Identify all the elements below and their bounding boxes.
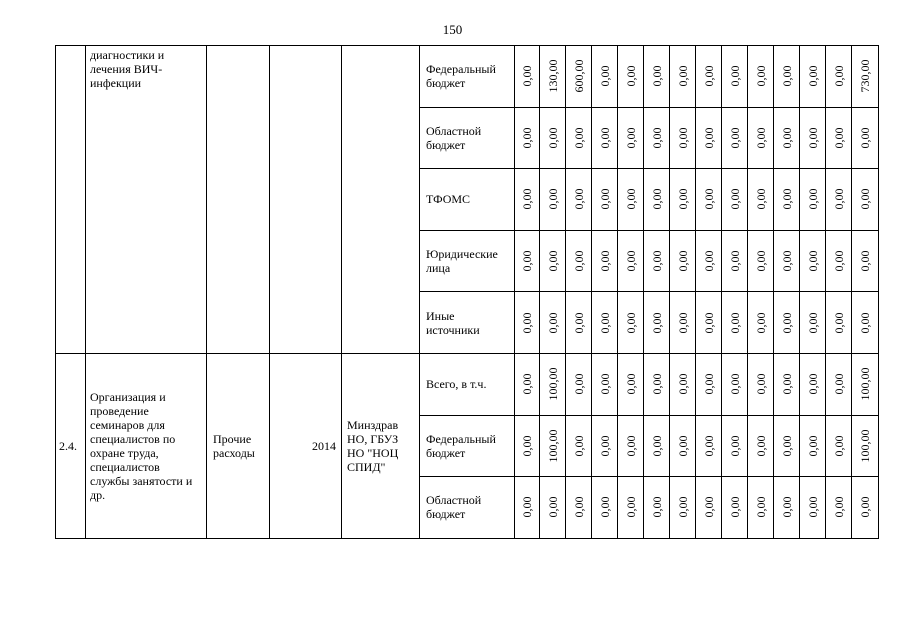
value-cell bbox=[722, 230, 748, 292]
value-cell bbox=[800, 477, 826, 539]
value-cell bbox=[644, 353, 670, 415]
value-text: 0,00 bbox=[701, 373, 716, 395]
value-text: 100,00 bbox=[858, 367, 872, 401]
value-text: 0,00 bbox=[831, 496, 846, 518]
value-text: 0,00 bbox=[597, 65, 612, 87]
value-text: 0,00 bbox=[520, 373, 534, 395]
value-text: 0,00 bbox=[571, 127, 586, 149]
value-cell bbox=[618, 477, 644, 539]
value-cell bbox=[722, 107, 748, 169]
value-cell bbox=[515, 169, 540, 231]
value-text: 0,00 bbox=[779, 312, 794, 334]
measure-name-cell: диагностики и лечения ВИЧ-инфекции bbox=[86, 46, 207, 354]
value-cell bbox=[670, 46, 696, 108]
value-cell bbox=[566, 353, 592, 415]
value-cell bbox=[618, 46, 644, 108]
value-text: 0,00 bbox=[520, 127, 534, 149]
value-text: 0,00 bbox=[545, 250, 560, 272]
value-cell bbox=[774, 46, 800, 108]
value-cell bbox=[644, 230, 670, 292]
value-cell bbox=[670, 415, 696, 477]
value-text: 0,00 bbox=[779, 373, 794, 395]
value-cell bbox=[515, 353, 540, 415]
value-cell bbox=[618, 353, 644, 415]
value-cell bbox=[644, 292, 670, 354]
value-text: 0,00 bbox=[597, 312, 612, 334]
value-cell bbox=[722, 46, 748, 108]
expense-type-cell bbox=[207, 46, 270, 354]
value-cell bbox=[852, 169, 879, 231]
value-text: 0,00 bbox=[623, 496, 638, 518]
value-cell bbox=[696, 107, 722, 169]
value-text: 0,00 bbox=[779, 188, 794, 210]
table-row bbox=[56, 353, 879, 415]
value-text: 0,00 bbox=[858, 496, 872, 518]
row-number-cell bbox=[56, 46, 86, 354]
value-text: 0,00 bbox=[649, 496, 664, 518]
value-text: 0,00 bbox=[805, 435, 820, 457]
value-cell bbox=[748, 46, 774, 108]
value-cell bbox=[826, 477, 852, 539]
value-cell bbox=[748, 230, 774, 292]
value-text: 0,00 bbox=[753, 65, 768, 87]
value-text: 0,00 bbox=[520, 65, 534, 87]
value-cell bbox=[748, 353, 774, 415]
value-cell bbox=[852, 477, 879, 539]
value-text: 0,00 bbox=[597, 435, 612, 457]
funding-source-cell: Федеральный бюджет bbox=[420, 46, 515, 108]
value-text: 0,00 bbox=[701, 496, 716, 518]
value-cell bbox=[800, 292, 826, 354]
value-cell bbox=[774, 415, 800, 477]
funding-source-cell: Областной бюджет bbox=[420, 477, 515, 539]
value-text: 0,00 bbox=[675, 312, 690, 334]
value-text: 600,00 bbox=[571, 59, 586, 93]
value-cell bbox=[540, 230, 566, 292]
value-cell bbox=[540, 415, 566, 477]
value-text: 0,00 bbox=[520, 496, 534, 518]
value-text: 0,00 bbox=[779, 127, 794, 149]
expense-type-cell: Прочие расходы bbox=[207, 353, 270, 538]
value-text: 0,00 bbox=[571, 312, 586, 334]
value-text: 0,00 bbox=[649, 65, 664, 87]
value-cell bbox=[540, 46, 566, 108]
value-cell bbox=[800, 353, 826, 415]
value-cell bbox=[696, 230, 722, 292]
value-text: 0,00 bbox=[858, 127, 872, 149]
value-text: 0,00 bbox=[805, 250, 820, 272]
value-cell bbox=[566, 415, 592, 477]
value-text: 0,00 bbox=[520, 435, 534, 457]
value-text: 0,00 bbox=[571, 373, 586, 395]
value-text: 0,00 bbox=[623, 250, 638, 272]
value-text: 0,00 bbox=[805, 127, 820, 149]
value-text: 0,00 bbox=[779, 496, 794, 518]
value-text: 0,00 bbox=[727, 65, 742, 87]
value-text: 0,00 bbox=[805, 373, 820, 395]
value-cell bbox=[566, 230, 592, 292]
value-text: 0,00 bbox=[649, 312, 664, 334]
value-text: 0,00 bbox=[805, 496, 820, 518]
funding-source-cell: Областной бюджет bbox=[420, 107, 515, 169]
value-text: 0,00 bbox=[623, 65, 638, 87]
value-text: 0,00 bbox=[649, 127, 664, 149]
value-cell bbox=[618, 107, 644, 169]
value-cell bbox=[748, 292, 774, 354]
value-text: 0,00 bbox=[545, 312, 560, 334]
value-text: 0,00 bbox=[753, 250, 768, 272]
value-text: 0,00 bbox=[571, 250, 586, 272]
value-text: 0,00 bbox=[753, 435, 768, 457]
value-cell bbox=[515, 292, 540, 354]
value-cell bbox=[696, 292, 722, 354]
value-text: 0,00 bbox=[805, 312, 820, 334]
value-cell bbox=[515, 415, 540, 477]
value-text: 0,00 bbox=[649, 373, 664, 395]
value-cell bbox=[515, 230, 540, 292]
value-cell bbox=[696, 46, 722, 108]
value-cell bbox=[670, 477, 696, 539]
value-text: 0,00 bbox=[753, 496, 768, 518]
value-cell bbox=[540, 107, 566, 169]
value-cell bbox=[826, 353, 852, 415]
value-text: 0,00 bbox=[701, 65, 716, 87]
value-cell bbox=[826, 46, 852, 108]
value-cell bbox=[566, 292, 592, 354]
value-text: 0,00 bbox=[727, 127, 742, 149]
value-cell bbox=[852, 230, 879, 292]
executor-cell bbox=[342, 46, 420, 354]
value-text: 0,00 bbox=[805, 188, 820, 210]
year-cell bbox=[270, 46, 342, 354]
value-text: 0,00 bbox=[675, 435, 690, 457]
value-text: 0,00 bbox=[675, 65, 690, 87]
value-cell bbox=[592, 415, 618, 477]
value-cell bbox=[852, 46, 879, 108]
value-text: 0,00 bbox=[701, 250, 716, 272]
executor-cell: Минздрав НО, ГБУЗ НО "НОЦ СПИД" bbox=[342, 353, 420, 538]
value-cell bbox=[774, 292, 800, 354]
value-text: 0,00 bbox=[779, 435, 794, 457]
value-cell bbox=[592, 107, 618, 169]
value-text: 0,00 bbox=[727, 188, 742, 210]
value-cell bbox=[826, 292, 852, 354]
value-cell bbox=[826, 415, 852, 477]
value-text: 0,00 bbox=[675, 496, 690, 518]
funding-source-cell: Юридические лица bbox=[420, 230, 515, 292]
value-cell bbox=[826, 107, 852, 169]
value-cell bbox=[644, 46, 670, 108]
value-text: 0,00 bbox=[831, 312, 846, 334]
value-cell bbox=[800, 415, 826, 477]
value-cell bbox=[722, 292, 748, 354]
year-cell: 2014 bbox=[270, 353, 342, 538]
value-text: 0,00 bbox=[753, 312, 768, 334]
value-cell bbox=[515, 46, 540, 108]
value-text: 0,00 bbox=[779, 65, 794, 87]
value-text: 0,00 bbox=[623, 312, 638, 334]
value-cell bbox=[696, 477, 722, 539]
value-cell bbox=[696, 169, 722, 231]
value-text: 0,00 bbox=[675, 250, 690, 272]
value-cell bbox=[670, 107, 696, 169]
value-cell bbox=[592, 292, 618, 354]
value-cell bbox=[722, 353, 748, 415]
value-text: 0,00 bbox=[727, 373, 742, 395]
value-cell bbox=[800, 169, 826, 231]
value-text: 0,00 bbox=[753, 127, 768, 149]
value-cell bbox=[540, 169, 566, 231]
value-text: 130,00 bbox=[545, 59, 560, 93]
value-cell bbox=[592, 46, 618, 108]
value-cell bbox=[618, 169, 644, 231]
value-cell bbox=[644, 107, 670, 169]
value-text: 0,00 bbox=[597, 496, 612, 518]
value-cell bbox=[748, 477, 774, 539]
value-cell bbox=[852, 107, 879, 169]
value-cell bbox=[566, 46, 592, 108]
value-cell bbox=[696, 353, 722, 415]
value-cell bbox=[592, 477, 618, 539]
value-text: 0,00 bbox=[831, 250, 846, 272]
value-text: 0,00 bbox=[831, 127, 846, 149]
value-cell bbox=[852, 415, 879, 477]
value-text: 0,00 bbox=[675, 127, 690, 149]
value-text: 0,00 bbox=[727, 312, 742, 334]
value-cell bbox=[800, 46, 826, 108]
value-cell bbox=[852, 353, 879, 415]
value-cell bbox=[774, 107, 800, 169]
value-text: 0,00 bbox=[649, 435, 664, 457]
value-cell bbox=[515, 107, 540, 169]
value-cell bbox=[774, 169, 800, 231]
value-text: 0,00 bbox=[753, 373, 768, 395]
value-cell bbox=[722, 477, 748, 539]
value-text: 0,00 bbox=[597, 250, 612, 272]
value-cell bbox=[800, 107, 826, 169]
value-text: 0,00 bbox=[623, 188, 638, 210]
value-text: 0,00 bbox=[597, 373, 612, 395]
value-text: 0,00 bbox=[649, 188, 664, 210]
row-number-cell: 2.4. bbox=[56, 353, 86, 538]
value-text: 0,00 bbox=[623, 373, 638, 395]
value-text: 0,00 bbox=[571, 496, 586, 518]
value-cell bbox=[748, 415, 774, 477]
value-text: 0,00 bbox=[727, 496, 742, 518]
value-cell bbox=[618, 415, 644, 477]
value-cell bbox=[566, 107, 592, 169]
value-text: 0,00 bbox=[545, 188, 560, 210]
value-text: 100,00 bbox=[545, 429, 560, 463]
funding-source-cell: ТФОМС bbox=[420, 169, 515, 231]
value-cell bbox=[774, 230, 800, 292]
value-text: 0,00 bbox=[701, 435, 716, 457]
value-cell bbox=[540, 353, 566, 415]
funding-source-cell: Всего, в т.ч. bbox=[420, 353, 515, 415]
value-text: 0,00 bbox=[858, 250, 872, 272]
value-text: 0,00 bbox=[520, 188, 534, 210]
value-text: 0,00 bbox=[623, 127, 638, 149]
value-text: 0,00 bbox=[649, 250, 664, 272]
value-cell bbox=[722, 169, 748, 231]
value-text: 0,00 bbox=[520, 312, 534, 334]
value-cell bbox=[748, 107, 774, 169]
value-cell bbox=[748, 169, 774, 231]
value-text: 0,00 bbox=[701, 312, 716, 334]
value-cell bbox=[592, 230, 618, 292]
value-cell bbox=[566, 169, 592, 231]
value-text: 0,00 bbox=[675, 373, 690, 395]
value-cell bbox=[540, 477, 566, 539]
value-cell bbox=[670, 353, 696, 415]
value-cell bbox=[644, 169, 670, 231]
value-text: 0,00 bbox=[520, 250, 534, 272]
value-text: 0,00 bbox=[597, 127, 612, 149]
page-number: 150 bbox=[442, 22, 463, 37]
funding-source-cell: Федеральный бюджет bbox=[420, 415, 515, 477]
value-cell bbox=[592, 169, 618, 231]
funding-source-cell: Иные источники bbox=[420, 292, 515, 354]
value-text: 0,00 bbox=[831, 435, 846, 457]
value-text: 730,00 bbox=[858, 59, 872, 93]
value-text: 0,00 bbox=[597, 188, 612, 210]
value-text: 0,00 bbox=[623, 435, 638, 457]
value-cell bbox=[774, 477, 800, 539]
value-text: 100,00 bbox=[858, 429, 872, 463]
value-cell bbox=[800, 230, 826, 292]
value-cell bbox=[515, 477, 540, 539]
value-cell bbox=[722, 415, 748, 477]
value-text: 0,00 bbox=[545, 496, 560, 518]
value-cell bbox=[774, 353, 800, 415]
value-text: 0,00 bbox=[727, 250, 742, 272]
value-text: 0,00 bbox=[675, 188, 690, 210]
value-cell bbox=[670, 169, 696, 231]
value-cell bbox=[644, 415, 670, 477]
value-text: 0,00 bbox=[831, 65, 846, 87]
value-text: 0,00 bbox=[805, 65, 820, 87]
value-cell bbox=[826, 230, 852, 292]
value-text: 0,00 bbox=[701, 188, 716, 210]
program-table bbox=[55, 45, 879, 539]
value-text: 0,00 bbox=[858, 312, 872, 334]
value-cell bbox=[566, 477, 592, 539]
value-text: 0,00 bbox=[831, 373, 846, 395]
value-text: 0,00 bbox=[753, 188, 768, 210]
value-text: 0,00 bbox=[571, 435, 586, 457]
value-cell bbox=[644, 477, 670, 539]
value-cell bbox=[618, 292, 644, 354]
value-text: 0,00 bbox=[831, 188, 846, 210]
value-cell bbox=[826, 169, 852, 231]
table-row bbox=[56, 46, 879, 108]
value-text: 0,00 bbox=[858, 188, 872, 210]
value-cell bbox=[670, 230, 696, 292]
value-cell bbox=[592, 353, 618, 415]
value-cell bbox=[696, 415, 722, 477]
value-cell bbox=[852, 292, 879, 354]
value-text: 100,00 bbox=[545, 367, 560, 401]
value-cell bbox=[670, 292, 696, 354]
value-cell bbox=[618, 230, 644, 292]
value-text: 0,00 bbox=[727, 435, 742, 457]
value-text: 0,00 bbox=[701, 127, 716, 149]
value-text: 0,00 bbox=[545, 127, 560, 149]
value-text: 0,00 bbox=[779, 250, 794, 272]
measure-name-cell: Организация и проведение семинаров для специалистов по охране труда, специалистов службы занятости и др. bbox=[86, 353, 207, 538]
value-text: 0,00 bbox=[571, 188, 586, 210]
value-cell bbox=[540, 292, 566, 354]
